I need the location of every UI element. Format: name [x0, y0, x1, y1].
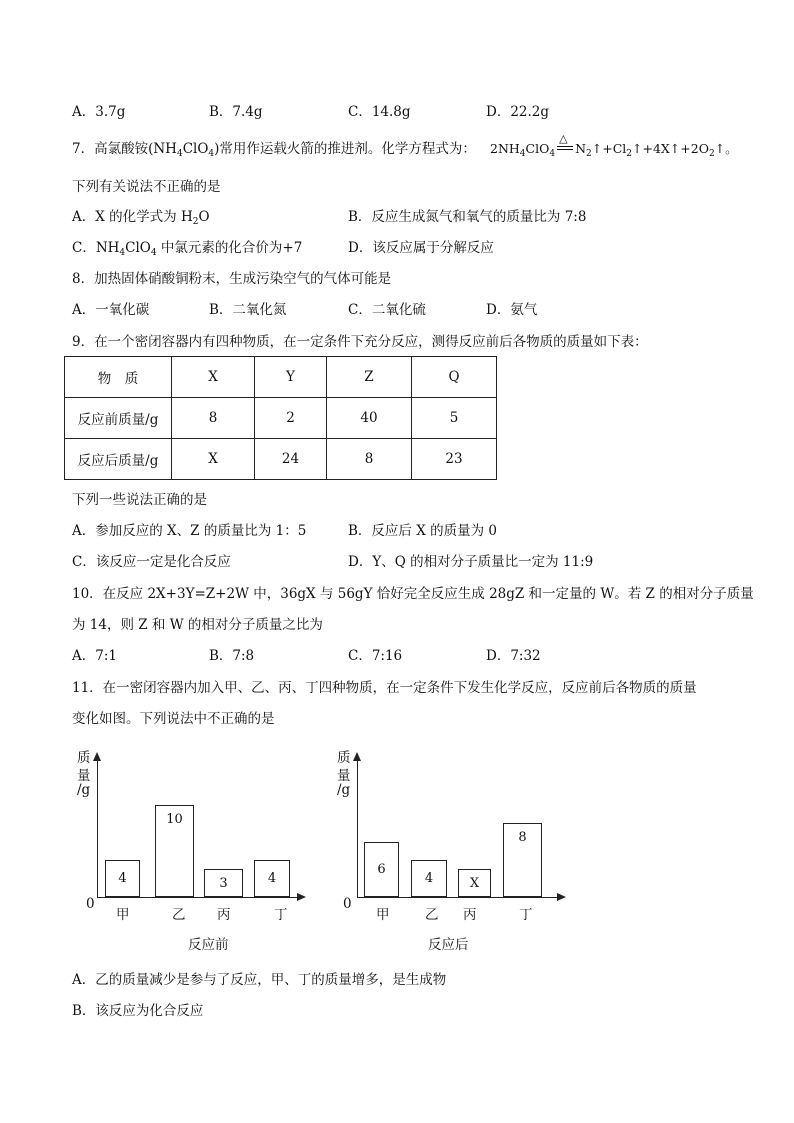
chart-category-label: 甲: [376, 907, 390, 923]
chart-y-axis: [97, 760, 98, 897]
chart-title: 反应前: [188, 937, 229, 953]
q10-option-c: C．7:16: [348, 648, 403, 664]
chart-data-label: 4: [267, 871, 277, 886]
chart-category-label: 丁: [519, 907, 533, 923]
chart-data-label: X: [469, 875, 480, 891]
q9-stem: 9．在一个密闭容器内有四种物质，在一定条件下充分反应，测得反应前后各物质的质量如下表：: [72, 334, 648, 350]
chart-x-axis: [357, 897, 557, 898]
q10-option-a: A．7:1: [72, 648, 117, 664]
table-cell: 8: [172, 398, 255, 439]
q9-table: [64, 356, 497, 480]
q7-eq-lhs: 2NH: [490, 141, 520, 156]
chart-title: 反应后: [428, 937, 469, 953]
q8-stem: 8．加热固体硝酸铜粉末，生成污染空气的气体可能是: [72, 271, 392, 287]
q7-equation: [490, 132, 738, 163]
q10-option-d: D．7:32: [486, 648, 541, 664]
chart-data-label: 3: [219, 875, 228, 891]
q9-option-a: A．参加反应的 X、Z 的质量比为 1：5: [72, 523, 307, 539]
chart-bar: [204, 869, 243, 897]
q7-eq-rhs-4: ↑。: [714, 141, 738, 156]
q7-eq-lhs-mid: ClO: [525, 141, 550, 156]
chart-bar: [105, 860, 140, 897]
q7-eq-rhs-3: ↑+4X↑+2O: [632, 141, 709, 156]
table-cell: 反应前质量/g: [65, 398, 172, 439]
chart-category-label: 乙: [172, 907, 186, 923]
q7-option-c-sub-2: 4: [150, 248, 157, 258]
q7-eq-rhs-1: N: [575, 141, 587, 156]
table-cell: 2: [255, 398, 327, 439]
table-cell: 反应后质量/g: [65, 439, 172, 480]
chart-data-label: 10: [166, 812, 183, 827]
q11-option-a: A．乙的质量减少是参与了反应，甲、丁的质量增多，是生成物: [72, 972, 447, 988]
q10-option-b: B．7:8: [209, 648, 255, 664]
q7-option-d: D．该反应属于分解反应: [348, 240, 494, 256]
chart-origin-label: 0: [343, 896, 352, 912]
q7-eq-rhs-sub-2: 2: [626, 149, 632, 159]
table-header-cell: X: [172, 357, 255, 398]
q7-option-c-sub-1: 4: [119, 248, 126, 258]
x-axis-arrow-icon: [557, 893, 566, 901]
q9-question: 下列一些说法正确的是: [72, 492, 207, 508]
chart-ylabel-char: 质: [337, 750, 351, 766]
q7-option-a-text: A．X 的化学式为 H: [72, 209, 193, 225]
chart-ylabel-char: 量: [337, 768, 351, 784]
q7-stem: [72, 140, 476, 163]
q9-option-d: D．Y、Q 的相对分子质量比一定为 11:9: [348, 554, 594, 570]
chart-ylabel-char: 量: [77, 768, 91, 784]
q7-stem-text-3: )常用作运载火箭的推进剂。化学方程式为：: [214, 141, 476, 157]
table-cell: 24: [255, 439, 327, 480]
chart-data-label: 4: [118, 871, 127, 886]
chart-category-label: 甲: [116, 907, 130, 923]
table-header-row: [65, 357, 497, 398]
q7-stem-text-1: 7．高氯酸铵(NH: [72, 141, 177, 157]
chart-category-label: 乙: [425, 907, 439, 923]
q7-eq-rhs-sub-1: 2: [586, 149, 592, 159]
q7-stem-text-2: ClO: [182, 141, 209, 157]
q7-eq-rhs-sub-3: 2: [708, 149, 715, 159]
chart-bar: [411, 860, 447, 897]
q7-stem-sub-1: 4: [176, 149, 183, 159]
chart-category-label: 丙: [463, 907, 477, 923]
x-axis-arrow-icon: [297, 893, 306, 901]
q7-eq-lhs-sub-1: 4: [519, 149, 526, 159]
chart-origin-label: 0: [86, 896, 95, 912]
q7-option-c-pre: C．NH: [72, 240, 120, 256]
chart-bar: [458, 869, 491, 897]
chart-ylabel-char: /g: [77, 782, 91, 798]
chart-y-axis: [357, 760, 358, 897]
chart-bar: [155, 805, 194, 897]
q9-option-c: C．该反应一定是化合反应: [72, 554, 231, 570]
q6-option-d: D．22.2g: [486, 104, 550, 120]
table-cell: 8: [327, 439, 412, 480]
q7-option-a-post: O: [198, 209, 210, 225]
q7-question: 下列有关说法不正确的是: [72, 179, 221, 195]
q6-option-b: B．7.4g: [209, 104, 263, 120]
q9-option-b: B．反应后 X 的质量为 0: [348, 523, 497, 539]
table-header-cell: Q: [412, 357, 497, 398]
table-row: [65, 398, 497, 439]
q7-option-c: [72, 239, 302, 262]
q7-option-a: [72, 208, 210, 231]
chart-category-label: 丁: [274, 907, 288, 923]
table-header-cell: Z: [327, 357, 412, 398]
q7-eq-arrow: [555, 132, 575, 158]
q7-eq-rhs-2: ↑+Cl: [591, 141, 627, 156]
chart-ylabel-char: /g: [337, 782, 351, 798]
chart-bar: [503, 823, 542, 897]
q10-stem-line1: 10．在反应 2X+3Y=Z+2W 中，36gX 与 56gY 恰好完全反应生成 28gZ 和一定量的 W。若 Z 的相对分子质量: [72, 586, 754, 602]
table-header-cell: 物 质: [65, 357, 172, 398]
delta-icon: △: [559, 132, 568, 145]
chart-bar: [254, 860, 290, 897]
q8-option-d: D．氨气: [486, 302, 538, 318]
q7-option-b: B．反应生成氮气和氧气的质量比为 7:8: [348, 209, 587, 225]
table-cell: 5: [412, 398, 497, 439]
table-cell: 40: [327, 398, 412, 439]
table-row: [65, 439, 497, 480]
chart-data-label: 4: [424, 871, 434, 886]
q7-option-c-mid: ClO: [125, 240, 151, 256]
table-cell: X: [172, 439, 255, 480]
q6-option-c: C．14.8g: [348, 104, 411, 120]
q7-stem-sub-2: 4: [208, 149, 215, 159]
q7-option-a-sub: 2: [192, 217, 199, 227]
q8-option-c: C．二氧化硫: [348, 302, 426, 318]
chart-category-label: 丙: [217, 907, 231, 923]
q8-option-a: A．一氧化碳: [72, 302, 150, 318]
table-cell: 23: [412, 439, 497, 480]
chart-bar: [364, 842, 399, 897]
chart-data-label: 6: [377, 862, 386, 877]
y-axis-arrow-icon: [93, 752, 101, 761]
q6-option-a: A．3.7g: [72, 104, 126, 120]
chart-x-axis: [97, 897, 297, 898]
q7-option-c-post: 中氯元素的化合价为+7: [156, 240, 303, 256]
q7-eq-lhs-sub-2: 4: [549, 149, 556, 159]
y-axis-arrow-icon: [353, 752, 361, 761]
q11-stem-line2: 变化如图。下列说法中不正确的是: [72, 711, 275, 727]
q10-stem-line2: 为 14，则 Z 和 W 的相对分子质量之比为: [72, 617, 323, 633]
chart-ylabel-char: 质: [77, 750, 91, 766]
q11-option-b: B．该反应为化合反应: [72, 1003, 204, 1019]
table-header-cell: Y: [255, 357, 327, 398]
chart-data-label: 8: [518, 830, 527, 845]
q11-stem-line1: 11．在一密闭容器内加入甲、乙、丙、丁四种物质，在一定条件下发生化学反应，反应前后各物质的质量: [72, 680, 697, 696]
q8-option-b: B．二氧化氮: [209, 302, 287, 318]
